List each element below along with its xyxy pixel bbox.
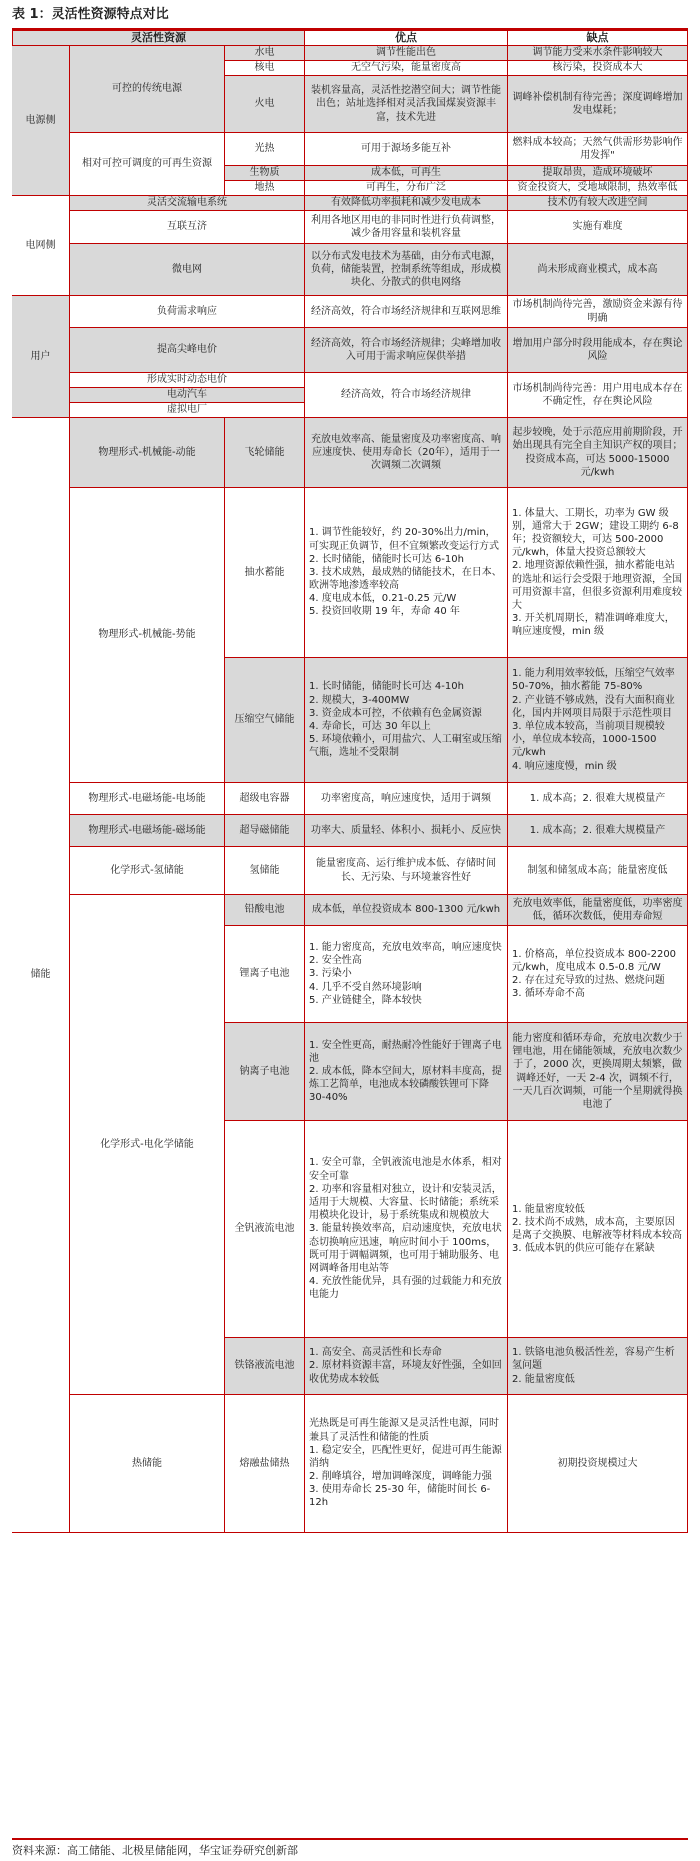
row-name-fecr: 铁铬液流电池 (225, 1338, 305, 1395)
row-cat-hydrogen: 化学形式-氢储能 (70, 847, 225, 895)
row-name-csp: 光热 (225, 133, 305, 166)
row-name-naion: 钠离子电池 (225, 1023, 305, 1121)
row-cat-potential: 物理形式-机械能-势能 (70, 488, 225, 783)
comparison-table (12, 31, 688, 1533)
row-pros-pumped: 1. 调节性能较好，约 20-30%出力/min，可实现正负调节，但不宜频繁改变运行方式 2. 长时储能，储能时长可达 6-10h 3. 技术成熟，最成熟的储能技术，在日本、欧洲等地渗透率较高 4. 度电成本低，0.21-0.25 元/W 5. 投资回收期 19 年，寿命 40 年 (305, 488, 508, 658)
row-cat-flywheel: 物理形式-机械能-动能 (70, 418, 225, 488)
row-cons-vanadium: 1. 能量密度较低 2. 技术尚不成熟，成本高，主要原因是离子交换膜、电解液等材料成本较高 3. 低成本钒的供应可能存在紧缺 (508, 1121, 688, 1338)
section-storage: 储能 (12, 418, 70, 1533)
row-name-vpp: 虚拟电厂 (70, 403, 305, 418)
row-pros-naion: 1. 安全性更高，耐热耐冷性能好于锂离子电池 2. 成本低，降本空间大，原材料丰度高，提炼工艺简单，电池成本较磷酸铁锂可下降 30-40% (305, 1023, 508, 1121)
row-name-hydro: 水电 (225, 46, 305, 61)
row-name-interconnect: 互联互济 (70, 211, 305, 244)
row-cons-hydro: 调节能力受来水条件影响较大 (508, 46, 688, 61)
row-cons-liion: 1. 价格高，单位投资成本 800-2200 元/kwh，度电成本 0.5-0.8 元/W 2. 存在过充导致的过热、燃烧问题 3. 循环寿命不高 (508, 926, 688, 1023)
row-cons-supercap: 1. 成本高；2. 很难大规模量产 (508, 783, 688, 815)
section-user-side: 用户 (12, 296, 70, 418)
row-pros-hydro: 调节性能出色 (305, 46, 508, 61)
row-cons-molten-salt: 初期投资规模过大 (508, 1395, 688, 1533)
row-name-demand-response: 负荷需求响应 (70, 296, 305, 328)
row-cons-interconnect: 实施有难度 (508, 211, 688, 244)
row-name-leadacid: 铅酸电池 (225, 895, 305, 926)
row-cons-pumped: 1. 体量大、工期长，功率为 GW 级别，通常大于 2GW；建设工期约 6-8 年；投资额较大，可达 500-2000 元/kwh，体量大投资总额较大 2. 地理资源依赖性强，抽水蓄能电站的选址和运行会受限于地理资源，全国可用资源丰富，但很多资源利用难度较大 3. 开关机周期长，精准调峰难度大，响应速度慢，min 级 (508, 488, 688, 658)
source-note: 资料来源：高工储能、北极星储能网，华宝证券研究创新部 (12, 1838, 688, 1860)
section-power-side: 电源侧 (12, 46, 70, 196)
row-cons-biomass: 提取昂贵，造成环境破坏 (508, 166, 688, 181)
header-cons: 缺点 (508, 31, 688, 46)
row-name-ev: 电动汽车 (70, 388, 305, 403)
row-name-flexible-ac: 灵活交流输电系统 (70, 196, 305, 211)
row-name-geothermal: 地热 (225, 181, 305, 196)
row-pros-smes: 功率大、质量轻、体积小、损耗小、反应快 (305, 815, 508, 847)
row-cons-hydrogen: 制氢和储氢成本高；能量密度低 (508, 847, 688, 895)
row-pros-molten-salt: 光热既是可再生能源又是灵活性电源，同时兼具了灵活性和储能的性质 1. 稳定安全，匹配性更好，促进可再生能源消纳 2. 削峰填谷，增加调峰深度，调峰能力强 3. 使用寿命长 25-30 年，储能时间长 6-12h (305, 1395, 508, 1533)
row-name-supercap: 超级电容器 (225, 783, 305, 815)
row-cons-smes: 1. 成本高；2. 很难大规模量产 (508, 815, 688, 847)
row-pros-biomass: 成本低，可再生 (305, 166, 508, 181)
row-pros-demand-response: 经济高效，符合市场经济规律和互联网思维 (305, 296, 508, 328)
row-pros-geothermal: 可再生，分布广泛 (305, 181, 508, 196)
row-cons-fecr: 1. 铁铬电池负极活性差，容易产生析氢问题 2. 能量密度低 (508, 1338, 688, 1395)
row-cons-flexible-ac: 技术仍有较大改进空间 (508, 196, 688, 211)
header-resource: 灵活性资源 (12, 31, 305, 46)
row-pros-supercap: 功率密度高，响应速度快，适用于调频 (305, 783, 508, 815)
row-cons-naion: 能力密度和循环寿命，充放电次数少于锂电池，用在储能领域，充放电次数少于了，2000 次，更换周期太频繁，做调峰还好，一天 2-4 次，调频不行，一天几百次调频，可能一个星期就得换电池了 (508, 1023, 688, 1121)
row-pros-thermal: 装机容量高，灵活性挖潜空间大；调节性能出色；站址选择相对灵活我国煤炭资源丰富，技术先进 (305, 76, 508, 133)
row-name-biomass: 生物质 (225, 166, 305, 181)
row-pros-liion: 1. 能力密度高，充放电效率高，响应速度快 2. 安全性高 3. 污染小 4. 几乎不受自然环境影响 5. 产业链健全，降本较快 (305, 926, 508, 1023)
row-name-smes: 超导磁储能 (225, 815, 305, 847)
row-pros-peak-price: 经济高效，符合市场经济规律；尖峰增加收入可用于需求响应保供举措 (305, 328, 508, 373)
row-cons-flywheel: 起步较晚，处于示范应用前期阶段，开始出现具有完全自主知识产权的项目；投资成本高，可达 5000-15000 元/kwh (508, 418, 688, 488)
row-name-liion: 锂离子电池 (225, 926, 305, 1023)
row-pros-microgrid: 以分布式发电技术为基础，由分布式电源，负荷，储能装置，控制系统等组成，形成模块化、分散式的供电网络 (305, 244, 508, 296)
row-name-molten-salt: 熔融盐储热 (225, 1395, 305, 1533)
row-cons-peak-price: 增加用户部分时段用能成本，存在舆论风险 (508, 328, 688, 373)
group-controllable: 可控的传统电源 (70, 46, 225, 133)
row-name-flywheel: 飞轮储能 (225, 418, 305, 488)
row-cat-smes: 物理形式-电磁场能-磁场能 (70, 815, 225, 847)
row-cons-caes: 1. 能力利用效率较低，压缩空气效率50-70%，抽水蓄能 75-80% 2. 产业链不够成熟，没有大面积商业化，国内并网项目局限于示范性项目 3. 单位成本较高，当前项目规模较小，单位成本较高，1000-1500 元/kwh 4. 响应速度慢，min 级 (508, 658, 688, 783)
row-name-vanadium: 全钒液流电池 (225, 1121, 305, 1338)
row-name-realtime-price: 形成实时动态电价 (70, 373, 305, 388)
row-cat-electrochem: 化学形式-电化学储能 (70, 895, 225, 1395)
row-pros-csp: 可用于源场多能互补 (305, 133, 508, 166)
row-pros-caes: 1. 长时储能，储能时长可达 4-10h 2. 规模大，3-400MW 3. 资金成本可控，不依赖有色金属资源 4. 寿命长，可达 30 年以上 5. 环境依赖小，可用盐穴、人工硐室或压缩气瓶，选址不受限制 (305, 658, 508, 783)
row-pros-flexible-ac: 有效降低功率损耗和减少发电成本 (305, 196, 508, 211)
row-pros-vanadium: 1. 安全可靠，全钒液流电池是水体系，相对安全可靠 2. 功率和容量相对独立，设计和安装灵活，适用于大规模、大容量、长时储能；系统采用模块化设计，易于系统集成和规模放大 3. 能量转换效率高，启动速度快，充放电状态切换响应迅速，响应时间小于 100ms，既可用于调幅调频，也可用于辅助服务、电网调峰备用电站等 4. 充放性能优异，具有强的过载能力和充放电能力 (305, 1121, 508, 1338)
row-cons-csp: 燃料成本较高；天然气供需形势影响作用发挥" (508, 133, 688, 166)
header-pros: 优点 (305, 31, 508, 46)
row-pros-fecr: 1. 高安全、高灵活性和长寿命 2. 原材料资源丰富，环境友好性强，全如回收优势成本较低 (305, 1338, 508, 1395)
row-cons-thermal: 调峰补偿机制有待完善；深度调峰增加发电煤耗； (508, 76, 688, 133)
row-name-caes: 压缩空气储能 (225, 658, 305, 783)
row-pros-nuclear: 无空气污染，能量密度高 (305, 61, 508, 76)
row-name-hydrogen: 氢储能 (225, 847, 305, 895)
row-name-peak-price: 提高尖峰电价 (70, 328, 305, 373)
table-caption: 表 1：灵活性资源特点对比 (12, 7, 169, 22)
row-name-pumped: 抽水蓄能 (225, 488, 305, 658)
row-pros-shared: 经济高效，符合市场经济规律 (305, 373, 508, 418)
row-cons-nuclear: 核污染，投资成本大 (508, 61, 688, 76)
row-pros-flywheel: 充放电效率高、能量密度及功率密度高、响应速度快、使用寿命长（20年），适用于一次调频二次调频 (305, 418, 508, 488)
row-cons-demand-response: 市场机制尚待完善，激励资金来源有待明确 (508, 296, 688, 328)
row-name-microgrid: 微电网 (70, 244, 305, 296)
row-pros-hydrogen: 能量密度高、运行维护成本低、存储时间长、无污染、与环境兼容性好 (305, 847, 508, 895)
row-cons-leadacid: 充放电效率低，能量密度低，功率密度低，循环次数低，使用寿命短 (508, 895, 688, 926)
row-name-nuclear: 核电 (225, 61, 305, 76)
group-renewable: 相对可控可调度的可再生资源 (70, 133, 225, 196)
row-name-thermal: 火电 (225, 76, 305, 133)
row-cons-microgrid: 尚未形成商业模式，成本高 (508, 244, 688, 296)
row-cons-geothermal: 资金投资大，受地域限制，热效率低 (508, 181, 688, 196)
row-cat-supercap: 物理形式-电磁场能-电场能 (70, 783, 225, 815)
row-pros-leadacid: 成本低，单位投资成本 800-1300 元/kwh (305, 895, 508, 926)
section-grid-side: 电网侧 (12, 196, 70, 296)
row-cat-thermal-storage: 热储能 (70, 1395, 225, 1533)
row-pros-interconnect: 利用各地区用电的非同时性进行负荷调整，减少备用容量和装机容量 (305, 211, 508, 244)
row-cons-shared: 市场机制尚待完善：用户用电成本存在不确定性，存在舆论风险 (508, 373, 688, 418)
